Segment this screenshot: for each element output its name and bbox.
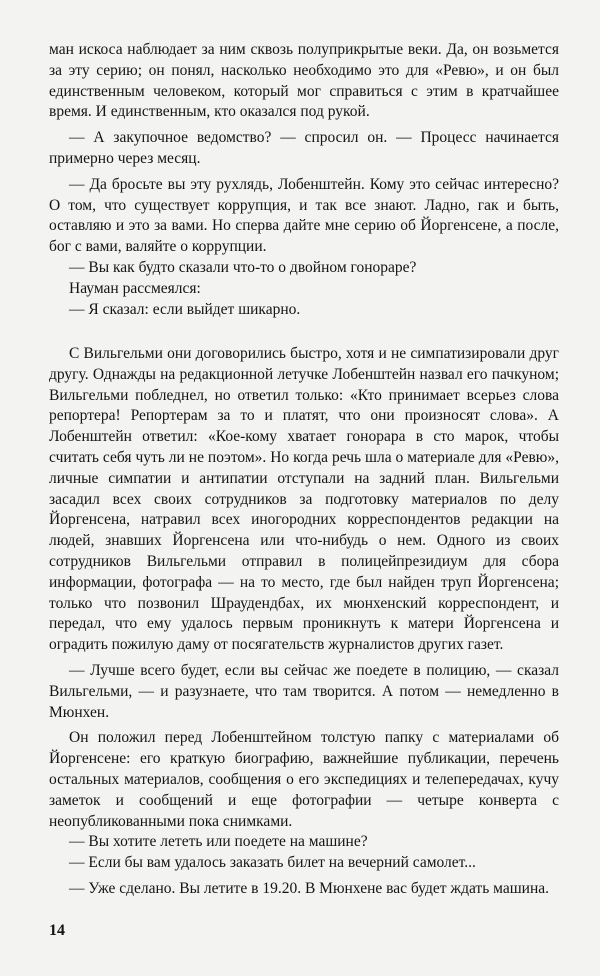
text-block-bottom — [49, 344, 559, 900]
paragraph: — Если бы вам удалось заказать билет на вечерний самолет... — [69, 854, 476, 872]
paragraph: — Вы как будто сказали что-то о двойном гонораре? — [69, 258, 417, 276]
paragraph: С Вильгельми они договорились быстро, хотя и не симпатизировали друг другу. Однажды на редакционной летучке Лобенштейн назвал его пачкуном; Вильгельми побледнел, но ответил только: «Кто принимает всерьез слова репортера! Репортерам за то и платят, что они произносят слова». А Лобенштейн ответил: «Кое-кому хватает гонорара в сто марок, чтобы считать себя чуть ли не поэтом». Но когда речь шла о материале для «Ревю», личные симпатии и антипатии отступали на задний план. Вильгельми засадил всех своих сотрудников за подготовку материалов по делу Йоргенсена, натравил всех иногородних корреспондентов редакции на людей, знавших Йоргенсена или что-нибудь о нем. Одного из своих сотрудников Вильгельми отправил в полицейпрезидиум для сбора информации, фотографа — на то место, где был найден труп Йоргенсена; только что позвонил Шраудендбах, их мюнхенский корреспондент, и передал, что ему удалось первым проникнуть к матери Йоргенсена и оградить пожилую даму от посягательств журналистов других газет. — [49, 345, 559, 654]
paragraph: — А закупочное ведомство? — спросил он. — Процесс начинается примерно через месяц. — [49, 129, 559, 167]
paragraph: — Уже сделано. Вы летите в 19.20. В Мюнхене вас будет ждать машина. — [69, 879, 550, 897]
paragraph: Он положил перед Лобенштейном толстую папку с материалами об Йоргенсене: его краткую биографию, важнейшие публикации, перечень остальных материалов, сообщения о его экспедициях и телепередачах, кучу заметок и сообщений и еще фотографии — четыре конверта с неопубликованными пока снимками. — [49, 729, 559, 830]
paragraph: — Лучше всего будет, если вы сейчас же поедете в полицию, — сказал Вильгельми, — и разузнаете, что там творится. А потом — немедленно в Мюнхен. — [49, 661, 559, 721]
paragraph: ман искоса наблюдает за ним сквозь полуприкрытые веки. Да, он возьмется за эту серию; он понял, насколько необходимо это для «Ревю», и он был единственным человеком, который мог справиться с этим в кратчайшее время. И единственным, кто оказался под рукой. — [49, 41, 559, 121]
page-number: 14 — [49, 922, 65, 939]
paragraph: Науман рассмеялся: — [69, 279, 201, 297]
text-block-top — [49, 40, 559, 320]
paragraph: — Я сказал: если выйдет шикарно. — [69, 300, 301, 318]
paragraph: — Вы хотите лететь или поедете на машине? — [69, 833, 368, 851]
paragraph: — Да бросьте вы эту рухлядь, Лобенштейн. Кому это сейчас интересно? О том, что существует коррупция, и так все знают. Ладно, гак и быть, оставляю и это за вами. Но сперва дайте мне серию об Йоргенсене, а после, бог с вами, валяйте о коррупции. — [49, 175, 559, 256]
